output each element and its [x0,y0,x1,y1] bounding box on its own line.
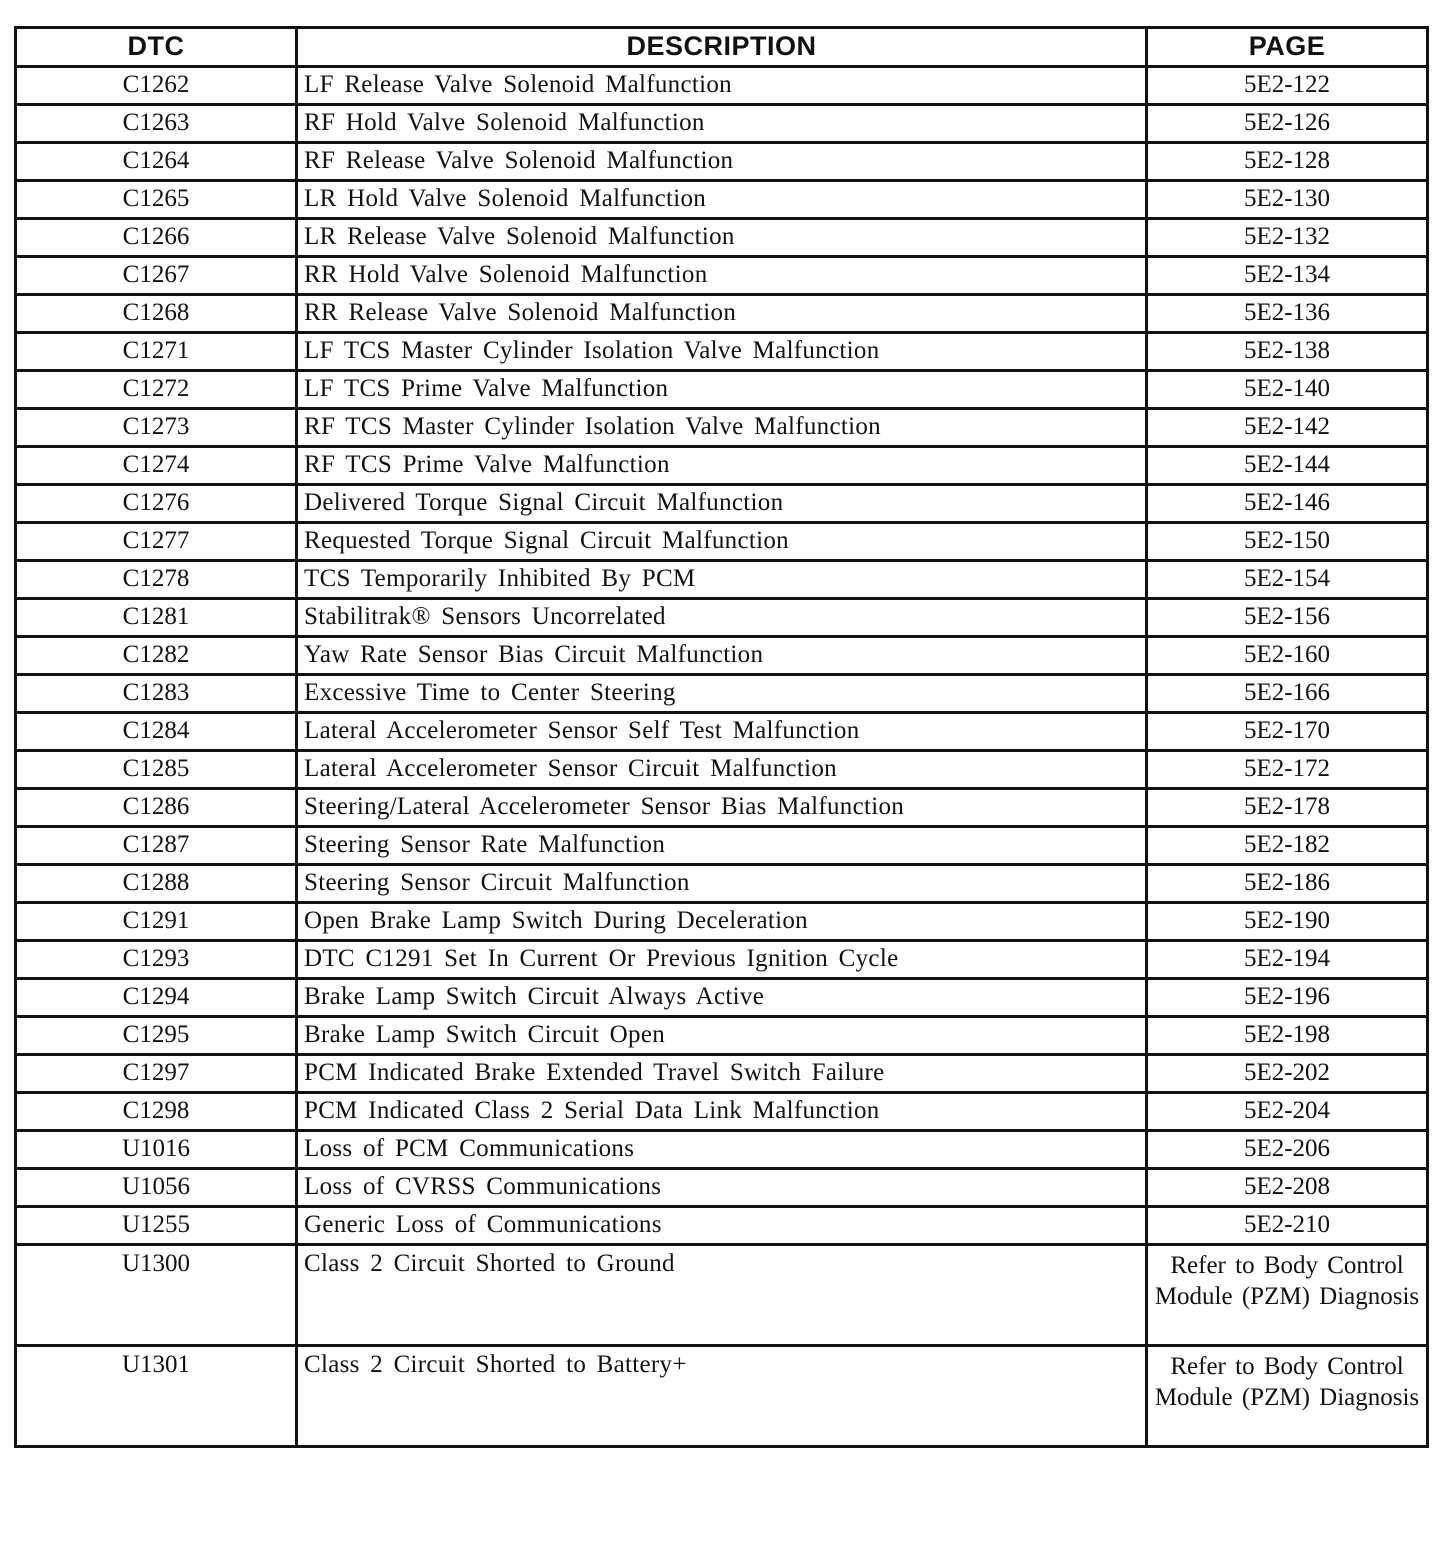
page-ref-cell: 5E2-170 [1147,713,1428,751]
dtc-code-cell: C1276 [16,485,297,523]
column-header-description: DESCRIPTION [297,28,1147,67]
page-ref-cell: 5E2-142 [1147,409,1428,447]
page-ref-cell: 5E2-156 [1147,599,1428,637]
table-row [16,1245,1428,1346]
page-ref-cell: 5E2-154 [1147,561,1428,599]
table-row [16,713,1428,751]
table-row [16,181,1428,219]
dtc-code-cell: U1300 [16,1245,297,1346]
table-row [16,219,1428,257]
page-ref-cell: 5E2-190 [1147,903,1428,941]
page-ref-cell: 5E2-202 [1147,1055,1428,1093]
page-ref-cell: 5E2-186 [1147,865,1428,903]
table-row [16,1131,1428,1169]
table-row [16,371,1428,409]
table-row [16,295,1428,333]
table-row [16,143,1428,181]
table-row [16,409,1428,447]
description-cell: LF Release Valve Solenoid Malfunction [297,67,1147,105]
page-ref-cell: Refer to Body Control Module (PZM) Diagnosis [1147,1245,1428,1346]
description-cell: RR Release Valve Solenoid Malfunction [297,295,1147,333]
description-cell: DTC C1291 Set In Current Or Previous Ignition Cycle [297,941,1147,979]
dtc-code-cell: C1271 [16,333,297,371]
description-cell: LR Release Valve Solenoid Malfunction [297,219,1147,257]
description-cell: Steering Sensor Rate Malfunction [297,827,1147,865]
column-header-page: PAGE [1147,28,1428,67]
description-cell: Steering Sensor Circuit Malfunction [297,865,1147,903]
page-ref-cell: 5E2-134 [1147,257,1428,295]
page-ref-cell: Refer to Body Control Module (PZM) Diagnosis [1147,1346,1428,1447]
table-row [16,1017,1428,1055]
page-ref-cell: 5E2-146 [1147,485,1428,523]
description-cell: TCS Temporarily Inhibited By PCM [297,561,1147,599]
page-ref-cell: 5E2-144 [1147,447,1428,485]
dtc-code-cell: C1287 [16,827,297,865]
description-cell: Open Brake Lamp Switch During Deceleration [297,903,1147,941]
description-cell: Yaw Rate Sensor Bias Circuit Malfunction [297,637,1147,675]
description-cell: Delivered Torque Signal Circuit Malfunction [297,485,1147,523]
page-ref-cell: 5E2-126 [1147,105,1428,143]
table-body [16,67,1428,1447]
page-ref-cell: 5E2-210 [1147,1207,1428,1245]
description-cell: Class 2 Circuit Shorted to Battery+ [297,1346,1147,1447]
table-row [16,1207,1428,1245]
page-ref-cell: 5E2-206 [1147,1131,1428,1169]
description-cell: RF TCS Master Cylinder Isolation Valve Malfunction [297,409,1147,447]
description-cell: RF Hold Valve Solenoid Malfunction [297,105,1147,143]
table-row [16,903,1428,941]
description-cell: Steering/Lateral Accelerometer Sensor Bias Malfunction [297,789,1147,827]
page-ref-cell: 5E2-204 [1147,1093,1428,1131]
dtc-code-cell: C1295 [16,1017,297,1055]
dtc-code-cell: C1266 [16,219,297,257]
dtc-code-cell: C1298 [16,1093,297,1131]
page-ref-cell: 5E2-150 [1147,523,1428,561]
dtc-code-cell: C1282 [16,637,297,675]
table-row [16,865,1428,903]
dtc-code-cell: C1285 [16,751,297,789]
table-row [16,941,1428,979]
description-cell: RR Hold Valve Solenoid Malfunction [297,257,1147,295]
table-row [16,1346,1428,1447]
table-row [16,523,1428,561]
description-cell: Lateral Accelerometer Sensor Circuit Malfunction [297,751,1147,789]
description-cell: Loss of CVRSS Communications [297,1169,1147,1207]
dtc-code-cell: C1268 [16,295,297,333]
table-row [16,485,1428,523]
dtc-code-cell: U1056 [16,1169,297,1207]
dtc-code-cell: C1263 [16,105,297,143]
table-row [16,637,1428,675]
description-cell: Excessive Time to Center Steering [297,675,1147,713]
table-row [16,105,1428,143]
dtc-code-cell: C1265 [16,181,297,219]
dtc-code-cell: C1293 [16,941,297,979]
description-cell: PCM Indicated Class 2 Serial Data Link Malfunction [297,1093,1147,1131]
dtc-code-cell: C1286 [16,789,297,827]
dtc-code-cell: C1272 [16,371,297,409]
description-cell: Brake Lamp Switch Circuit Always Active [297,979,1147,1017]
table-header-row [16,28,1428,67]
dtc-code-cell: C1267 [16,257,297,295]
dtc-code-cell: U1016 [16,1131,297,1169]
table-row [16,675,1428,713]
table-row [16,67,1428,105]
dtc-table [14,26,1429,1448]
description-cell: Class 2 Circuit Shorted to Ground [297,1245,1147,1346]
page-ref-cell: 5E2-132 [1147,219,1428,257]
dtc-code-cell: C1281 [16,599,297,637]
dtc-code-cell: C1273 [16,409,297,447]
dtc-code-cell: C1278 [16,561,297,599]
description-cell: Lateral Accelerometer Sensor Self Test Malfunction [297,713,1147,751]
dtc-code-cell: C1264 [16,143,297,181]
page-ref-cell: 5E2-198 [1147,1017,1428,1055]
description-cell: Loss of PCM Communications [297,1131,1147,1169]
dtc-code-cell: C1294 [16,979,297,1017]
dtc-code-cell: C1284 [16,713,297,751]
table-row [16,561,1428,599]
table-row [16,789,1428,827]
page-ref-cell: 5E2-208 [1147,1169,1428,1207]
dtc-code-cell: C1283 [16,675,297,713]
column-header-dtc: DTC [16,28,297,67]
page-ref-cell: 5E2-178 [1147,789,1428,827]
dtc-code-cell: C1274 [16,447,297,485]
page-ref-cell: 5E2-160 [1147,637,1428,675]
table-row [16,1055,1428,1093]
table-row [16,333,1428,371]
table-row [16,1093,1428,1131]
table-row [16,751,1428,789]
table-row [16,257,1428,295]
page-ref-cell: 5E2-166 [1147,675,1428,713]
dtc-code-cell: C1277 [16,523,297,561]
table-row [16,979,1428,1017]
table-row [16,599,1428,637]
page-ref-cell: 5E2-194 [1147,941,1428,979]
description-cell: Generic Loss of Communications [297,1207,1147,1245]
description-cell: LR Hold Valve Solenoid Malfunction [297,181,1147,219]
dtc-code-cell: C1297 [16,1055,297,1093]
page-ref-cell: 5E2-122 [1147,67,1428,105]
dtc-code-cell: C1291 [16,903,297,941]
dtc-code-cell: U1255 [16,1207,297,1245]
description-cell: Requested Torque Signal Circuit Malfunction [297,523,1147,561]
page-ref-cell: 5E2-182 [1147,827,1428,865]
page-ref-cell: 5E2-128 [1147,143,1428,181]
table-row [16,827,1428,865]
description-cell: RF TCS Prime Valve Malfunction [297,447,1147,485]
table-row [16,1169,1428,1207]
page-ref-cell: 5E2-138 [1147,333,1428,371]
description-cell: PCM Indicated Brake Extended Travel Switch Failure [297,1055,1147,1093]
description-cell: LF TCS Master Cylinder Isolation Valve Malfunction [297,333,1147,371]
page-ref-cell: 5E2-140 [1147,371,1428,409]
description-cell: LF TCS Prime Valve Malfunction [297,371,1147,409]
page-ref-cell: 5E2-196 [1147,979,1428,1017]
dtc-code-cell: C1288 [16,865,297,903]
page-ref-cell: 5E2-136 [1147,295,1428,333]
table-row [16,447,1428,485]
dtc-table-container [14,26,1426,1448]
dtc-code-cell: U1301 [16,1346,297,1447]
description-cell: Stabilitrak® Sensors Uncorrelated [297,599,1147,637]
description-cell: Brake Lamp Switch Circuit Open [297,1017,1147,1055]
page-ref-cell: 5E2-172 [1147,751,1428,789]
page-ref-cell: 5E2-130 [1147,181,1428,219]
description-cell: RF Release Valve Solenoid Malfunction [297,143,1147,181]
dtc-code-cell: C1262 [16,67,297,105]
